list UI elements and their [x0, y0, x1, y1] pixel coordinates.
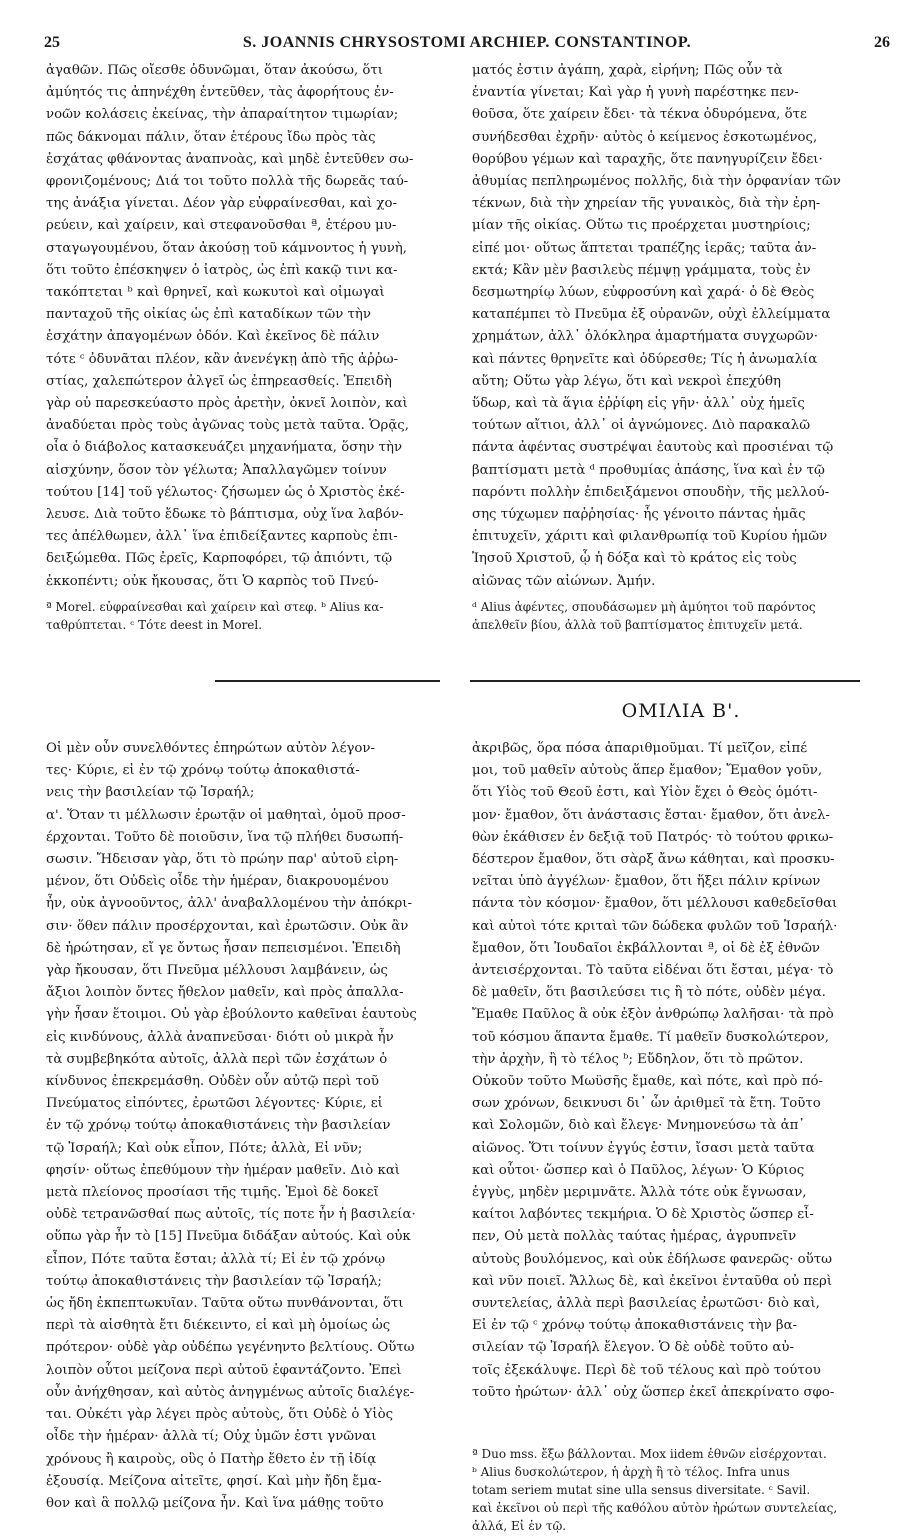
footnotes-top-right: [472, 598, 890, 634]
section-divider-right: [470, 680, 860, 682]
running-head: [44, 34, 890, 54]
page-number-left: 25: [44, 34, 60, 51]
footnotes-top-left: [46, 598, 463, 634]
footnotes-bottom-right: [472, 1445, 890, 1535]
paragraph: ἀκριβῶς, ὅρα πόσα ἀπαριθμοῦμαι. Τί μεῖζον, εἰπέ μοι, τοῦ μαθεῖν αὐτοὺς ἅπερ ἔμαθον; Ἔμαθον γοῦν, ὅτι Υἱὸς τοῦ Θεοῦ ἐστι, καὶ Υἱὸν ἔχει ὁ Θεὸς ὁμότι- μον· ἔμαθον, ὅτι ἀνάστασις ἔσται· ἔμαθον, ὅτι ἀνελ- θὼν ἐκάθισεν ἐν δεξιᾷ τοῦ Πατρός· τὸ τούτου φρικω- δέστερον ἔμαθον, ὅτι σὰρξ ἄνω κάθηται, καὶ προσκυ- νεῖται ὑπὸ ἀγγέλων· ἔμαθον, ὅτι ἥξει πάλιν κρίνων πάντα τὸν κόσμον· ἔμαθον, ὅτι μέλλουσι καθεδεῖσθαι καὶ αὐτοὶ τότε κριταὶ τῶν δώδεκα φυλῶν τοῦ Ἰσραήλ· ἔμαθον, ὅτι Ἰουδαῖοι ἐκβάλλονται ª, οἱ δὲ ἐξ ἐθνῶν ἀντεισέρχονται. Τὸ ταῦτα εἰδέναι ὅτι ἔσται, μέγα· τὸ δὲ μαθεῖν, ὅτι βασιλεύσει τις ἢ τὸ πότε, οὐδὲν μέγα. Ἔμαθε Παῦλος ἃ οὐκ ἐξὸν ἀνθρώπῳ λαλῆσαι· τὰ πρὸ τοῦ κόσμου ἅπαντα ἔμαθε. Τί μαθεῖν δυσκολώτερον, τὴν ἀρχὴν, ἢ τὸ τέλος ᵇ; Εὔδηλον, ὅτι τὸ πρῶτον. Οὐκοῦν τοῦτο Μωϋσῆς ἔμαθε, καὶ πότε, καὶ πρὸ πό- σων χρόνων, δεικνυσι δι᾽ ὧν ἀριθμεῖ τὰ ἔτη. Τοῦτο καὶ Σολομῶν, διὸ καὶ ἔλεγε· Μνημονεύσω τὰ ἀπ᾽ αἰῶνος. Ὅτι τοίνυν ἐγγύς ἐστιν, ἴσασι μετὰ ταῦτα καὶ οὗτοι· ὥσπερ καὶ ὁ Παῦλος, λέγων· Ὁ Κύριος ἐγγὺς, μηδὲν μεριμνᾶτε. Ἀλλὰ τότε οὐκ ἔγνωσαν, καίτοι λαβόντες τεκμήρια. Ὁ δὲ Χριστὸς ὥσπερ εἶ- πεν, Οὐ μετὰ πολλὰς ταύτας ἡμέρας, ἀγρυπνεῖν αὐτοὺς βουλόμενος, καὶ οὐκ ἐδήλωσε φανερῶς· οὕτω καὶ νῦν ποιεῖ. Ἄλλως δὲ, καὶ ἐκεῖνοι ἐνταῦθα οὐ περὶ συντελείας, ἀλλὰ περὶ βασιλείας ἐρωτῶσι· διὸ καὶ, Εἰ ἐν τῷ ᶜ χρόνῳ τούτῳ ἀποκαθιστάνεις τὴν βα- σιλείαν τῷ Ἰσραήλ ἔλεγον. Ὁ δὲ οὐδὲ τοῦτο αὐ- τοῖς ἐξεκάλυψε. Περὶ δὲ τοῦ τέλους καὶ πρὸ τούτου τοῦτο ἠρώτων· ἀλλ᾽ οὐχ ὥσπερ ἐκεῖ ἀπεκρίνατο σφο-: [472, 741, 838, 1400]
text-column-top-left: [46, 60, 463, 593]
paragraph: Οἱ μὲν οὖν συνελθόντες ἐπηρώτων αὐτὸν λέγον- τες· Κύριε, εἰ ἐν τῷ χρόνῳ τούτῳ ἀποκαθιστά- νεις τὴν βασιλείαν τῷ Ἰσραήλ; α'. Ὅταν τι μέλλωσιν ἐρωτᾷν οἱ μαθηταὶ, ὁμοῦ προσ- έρχονται. Τοῦτο δὲ ποιοῦσιν, ἵνα τῷ πλήθει δυσωπή- σωσιν. Ἤδεισαν γὰρ, ὅτι τὸ πρώην παρ' αὐτοῦ εἰρη- μένον, ὅτι Οὐδεὶς οἶδε τὴν ἡμέραν, διακρουομένου ἦν, οὐκ ἀγνοοῦντος, ἀλλ' ἀναβαλλομένου τὴν ἀπόκρι- σιν· ὅθεν πάλιν προσέρχονται, καὶ ἐρωτῶσιν. Οὐκ ἂν δὲ ἠρώτησαν, εἴ γε ὄντως ἦσαν πεπεισμένοι. Ἐπειδὴ γὰρ ἤκουσαν, ὅτι Πνεῦμα μέλλουσι λαμβάνειν, ὡς ἄξιοι λοιπὸν ὄντες ἤθελον μαθεῖν, καὶ πρὸς ἀπαλλα- γὴν ἦσαν ἕτοιμοι. Οὐ γὰρ ἐβούλοντο καθεῖναι ἑαυτοὺς εἰς κινδύνους, ἀλλὰ ἀναπνεῦσαι· διότι οὐ μικρὰ ἦν τὰ συμβεβηκότα αὐτοῖς, ἀλλὰ περὶ τῶν ἐσχάτων ὁ κίνδυνος ἐπεκρεμάσθη. Οὐδὲν οὖν αὐτῷ περὶ τοῦ Πνεύματος εἰπόντες, ἐρωτῶσι λέγοντες· Κύριε, εἰ ἐν τῷ χρόνῳ τούτῳ ἀποκαθιστάνεις τὴν βασιλείαν τῷ Ἰσραήλ; Καὶ οὐκ εἶπον, Πότε; ἀλλὰ, Εἰ νῦν; φησίν· οὕτως ἐπεθύμουν τὴν ἡμέραν μαθεῖν. Διὸ καὶ μετὰ πλείονος προσίασι τῆς τιμῆς. Ἐμοὶ δὲ δοκεῖ οὐδὲ τετρανῶσθαί πως αὐτοῖς, τίς ποτε ἦν ἡ βασιλεία· οὕπω γὰρ ἦν τὸ [15] Πνεῦμα διδάξαν αὐτούς. Καὶ οὐκ εἶπον, Πότε ταῦτα ἔσται; ἀλλὰ τί; Εἰ ἐν τῷ χρόνῳ τούτῳ ἀποκαθιστάνεις τὴν βασιλείαν τῷ Ἰσραήλ; ὡς ἤδη ἐκπεπτωκυῖαν. Ταῦτα οὕτω πυνθάνονται, ὅτι περὶ τὰ αἰσθητὰ ἔτι διέκειντο, εἰ καὶ μὴ ὁμοίως ὡς πρότερον· οὐδὲ γὰρ οὐδέπω γεγένηντο βελτίους. Οὕτω λοιπὸν οὗτοι μείζονα περὶ αὐτοῦ ἐφαντάζοντο. Ἐπεὶ οὖν ἀνήχθησαν, καὶ αὐτὸς ἀνηγμένως αὐτοῖς διαλέγε- ται. Οὐκέτι γὰρ λέγει πρὸς αὐτοὺς, ὅτι Οὐδὲ ὁ Υἱὸς οἶδε τὴν ἡμέραν· ἀλλὰ τί; Οὐχ ὑμῶν ἐστι γνῶναι χρόνους ἢ καιροὺς, οὓς ὁ Πατὴρ ἔθετο ἐν τῇ ἰδίᾳ ἐξουσίᾳ. Μείζονα αἰτεῖτε, φησί. Καὶ μὴν ἤδη ἔμα- θον καὶ ἃ πολλῷ μείζονα ἦν. Καὶ ἵνα μάθῃς τοῦτο: [46, 741, 417, 1511]
homily-heading: ΟΜΙΛΙΑ Β'.: [621, 700, 741, 722]
text-column-bottom-left: [46, 738, 463, 1515]
text-column-top-right: [472, 60, 890, 593]
running-title: S. JOANNIS CHRYSOSTOMI ARCHIEP. CONSTANTINOP.: [242, 34, 692, 51]
page-number-right: 26: [874, 34, 890, 51]
paragraph: ματός ἐστιν ἀγάπη, χαρὰ, εἰρήνη; Πῶς οὖν τὰ ἐναντία γίνεται; Καὶ γὰρ ἡ γυνὴ παρέστηκε πεν- θοῦσα, ὅτε χαίρειν ἔδει· τὰ τέκνα ὀδυρόμενα, ὅτε συνήδεσθαι ἐχρῆν· αὐτὸς ὁ κείμενος ἐσκοτωμένος, θορύβου γέμων καὶ ταραχῆς, ὅτε πανηγυρίζειν ἔδει· ἀθυμίας πεπληρωμένος πολλῆς, διὰ τὴν ὀρφανίαν τῶν τέκνων, διὰ τὴν χηρείαν τῆς γυναικὸς, διὰ τὴν ἐρη- μίαν τῆς οἰκίας. Οὕτω τις προέρχεται μυστηρίοις; εἰπέ μοι· οὕτως ἅπτεται τραπέζης ἱερᾶς; ταῦτα ἀν- εκτά; Κἂν μὲν βασιλεὺς πέμψῃ γράμματα, τοὺς ἐν δεσμωτηρίῳ λύων, εὐφροσύνη καὶ χαρά· ὁ δὲ Θεὸς καταπέμπει τὸ Πνεῦμα ἐξ οὐρανῶν, οὐχὶ ἐλλείμματα χρημάτων, ἀλλ᾽ ὁλόκληρα ἁμαρτήματα συγχωρῶν· καὶ πάντες θρηνεῖτε καὶ ὀδύρεσθε; Τίς ἡ ἀνωμαλία αὕτη; Οὕτω γὰρ λέγω, ὅτι καὶ νεκροὶ ἐπεχύθη ὕδωρ, καὶ τὰ ἅγια ἐῤῥίφη εἰς γῆν· ἀλλ᾽ οὐχ ἡμεῖς τούτων αἴτιοι, ἀλλ᾽ οἱ ἀγνώμονες. Διὸ παρακαλῶ πάντα ἀφέντας συστρέψαι ἑαυτοὺς καὶ προσιέναι τῷ βαπτίσματι μετὰ ᵈ προθυμίας ἁπάσης, ἵνα καὶ ἐν τῷ παρόντι πολλὴν ἐπιδειξάμενοι σπουδὴν, τῆς μελλού- σης τύχωμεν παῤῥησίας· ἧς γένοιτο πάντας ἡμᾶς ἐπιτυχεῖν, χάριτι καὶ φιλανθρωπίᾳ τοῦ Κυρίου ἡμῶν Ἰησοῦ Χριστοῦ, ᾧ ἡ δόξα καὶ τὸ κράτος εἰς τοὺς αἰῶνας τῶν αἰώνων. Ἀμήν.: [472, 63, 841, 589]
footnote: ᵈ Alius ἀφέντες, σπουδάσωμεν μὴ ἀμύητοι τοῦ παρόντος ἀπελθεῖν βίου, ἀλλὰ τοῦ βαπτίσματος ἐπιτυχεῖν μετά.: [472, 600, 816, 632]
section-divider-left: [215, 680, 440, 682]
footnote: ª Morel. εὐφραίνεσθαι καὶ χαίρειν καὶ στεφ. ᵇ Alius κα- ταθρύπτεται. ᶜ Τότε deest in Morel.: [46, 600, 384, 632]
text-column-bottom-right: [472, 738, 890, 1404]
footnote: ª Duo mss. ἔξω βάλλονται. Mox iidem ἐθνῶν εἰσέρχονται. ᵇ Alius δυσκολώτερον, ἡ ἀρχὴ ἢ τὸ τέλος. Infra unus totam seriem mutat sine ulla sensus diversitate. ᶜ Savil. καὶ ἐκεῖνοι οὐ περὶ τῆς καθόλου αὐτὸν ἠρώτων συντελείας, ἀλλά, Εἰ ἐν τῷ.: [472, 1447, 838, 1533]
paragraph: ἀγαθῶν. Πῶς οἴεσθε ὀδυνῶμαι, ὅταν ἀκούσω, ὅτι ἀμύητός τις ἀπηνέχθη ἐντεῦθεν, τὰς ἀφορήτους ἐν- νοῶν κολάσεις ἐκείνας, τὴν ἀπαραίτητον τιμωρίαν; πῶς δάκνομαι πάλιν, ὅταν ἑτέρους ἴδω πρὸς τὰς ἐσχάτας φθάνοντας ἀναπνοὰς, καὶ μηδὲ ἐντεῦθεν σω- φρονιζομένους; Διά τοι τοῦτο πολλὰ τῆς δωρεᾶς ταύ- της ἀνάξια γίνεται. Δέον γὰρ εὐφραίνεσθαι, καὶ χο- ρεύειν, καὶ χαίρειν, καὶ στεφανοῦσθαι ª, ἑτέρου μυ- σταγωγουμένου, ὅταν ἀκούσῃ τοῦ κάμνοντος ἡ γυνὴ, ὅτι τοῦτο ἐπέσκηψεν ὁ ἰατρὸς, ὡς ἐπὶ κακῷ τινι κα- τακόπτεται ᵇ καὶ θρηνεῖ, καὶ κωκυτοὶ καὶ οἰμωγαὶ πανταχοῦ τῆς οἰκίας ὡς ἐπὶ καταδίκων τῶν τὴν ἐσχάτην ἀπαγομένων ὁδόν. Καὶ ἐκεῖνος δὲ πάλιν τότε ᶜ ὀδυνᾶται πλέον, κἂν ἀνενέγκῃ ἀπὸ τῆς ἀῤῥω- στίας, χαλεπώτερον ἀλγεῖ ὡς ἐπηρεασθείς. Ἐπειδὴ γὰρ οὐ παρεσκεύαστο πρὸς ἀρετὴν, ὀκνεῖ λοιπὸν, καὶ ἀναδύεται πρὸς τοὺς ἀγῶνας τοὺς μετὰ ταῦτα. Ὁρᾷς, οἷα ὁ διάβολος κατασκευάζει μηχανήματα, ὅσην τὴν αἰσχύνην, ὅσον τὸν γέλωτα; Ἀπαλλαγῶμεν τοίνυν τούτου [14] τοῦ γέλωτος· ζήσωμεν ὡς ὁ Χριστὸς ἐκέ- λευσε. Διὰ τοῦτο ἔδωκε τὸ βάπτισμα, οὐχ ἵνα λαβόν- τες ἀπέλθωμεν, ἀλλ᾽ ἵνα ἐπιδείξαντες καρποὺς ἐπι- δειξώμεθα. Πῶς ἐρεῖς, Καρποφόρει, τῷ ἀπιόντι, τῷ ἐκκοπέντι; οὐκ ἤκουσας, ὅτι Ὁ καρπὸς τοῦ Πνεύ-: [46, 63, 414, 589]
